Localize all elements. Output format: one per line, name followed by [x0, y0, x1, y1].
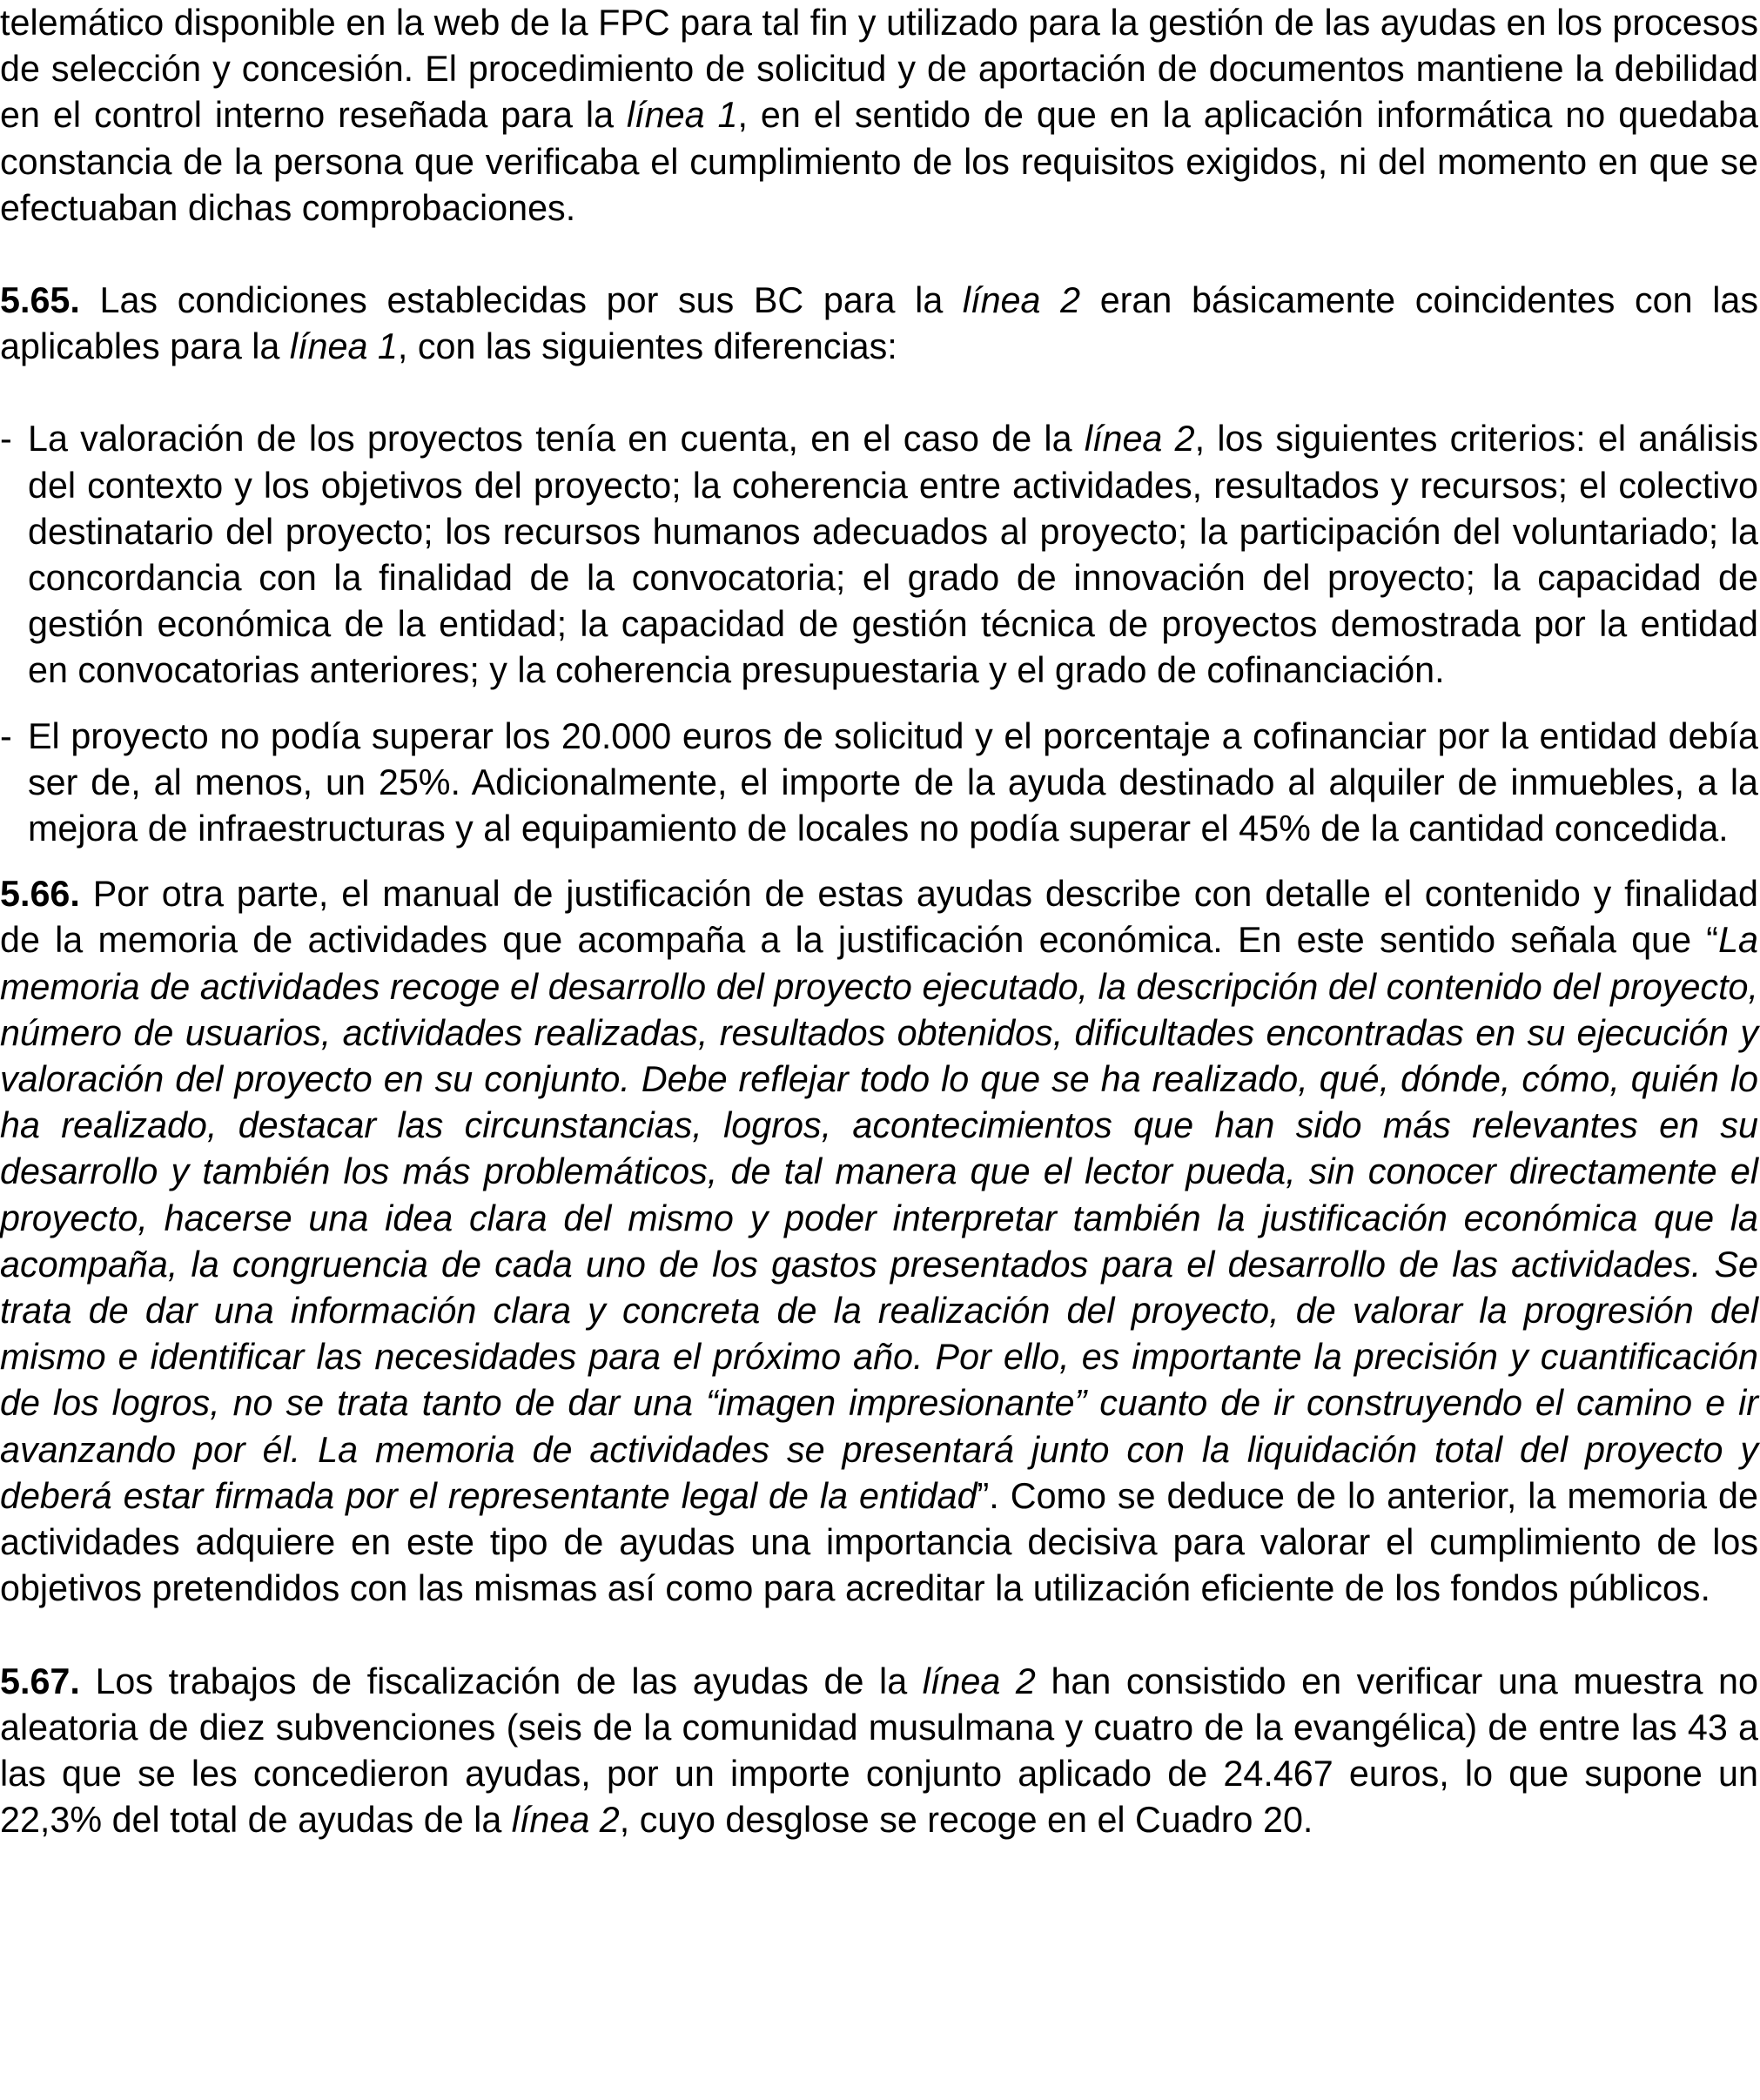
- text-run: ”. Como se deduce de lo anterior, la memoria de actividades adquiere en este tipo de ayudas una importancia decisiva para valorar el cumplimiento de los objetivos pretendidos con las mismas así como para acreditar la utilización eficiente de los fondos públicos.: [0, 1475, 1758, 1609]
- spacer: [0, 231, 1760, 278]
- text-run: , en el sentido de que en la aplicación informática no quedaba constancia de la persona que verificaba el cumplimiento de los requisitos exigidos, ni del momento en que se efectuaban dichas comprobaciones.: [0, 95, 1758, 228]
- italic-term: línea 1: [627, 95, 738, 136]
- italic-term: línea 2: [922, 1661, 1036, 1701]
- bullet-text: El proyecto no podía superar los 20.000 euros de solicitud y el porcentaje a cofinanciar por la entidad debía ser de, al menos, un 25%. Adicionalmente, el importe de la ayuda destinado al alquiler de inmuebles, a la mejora de infraestructuras y al equipamiento de locales no podía superar el 45% de la cantidad concedida.: [28, 715, 1758, 849]
- spacer: [0, 694, 1760, 714]
- bullet-item-limits: [0, 714, 1760, 853]
- text-run: han consistido en verificar una muestra no aleatoria de diez subvenciones (seis de la comunidad musulmana y cuatro de la evangélica) de entre las 43 a las que se les concedieron ayudas, por un importe conjunto aplicado de 24.467 euros, lo que supone un 22,3% del total de ayudas de la: [0, 1661, 1758, 1841]
- text-run: telemático disponible en la web de la FPC para tal fin y utilizado para la gestión de las ayudas en los procesos de selección y concesión. El procedimiento de solicitud y de aportación de documentos mantiene la debilidad en el control interno reseñada para la: [0, 3, 1758, 136]
- text-run: , con las siguientes diferencias:: [397, 326, 897, 367]
- text-run: Por otra parte, el manual de justificación de estas ayudas describe con detalle el contenido y finalidad de la memoria de actividades que acompaña a la justificación económica. En este sentido señala que “: [0, 874, 1758, 961]
- paragraph-5-66: [0, 871, 1758, 1612]
- bullet-dash: -: [0, 715, 12, 756]
- text-run: Los trabajos de fiscalización de las ayudas de la: [79, 1661, 923, 1701]
- spacer: [0, 370, 1760, 416]
- italic-term: línea 2: [1084, 419, 1195, 460]
- paragraph-number: 5.67.: [0, 1661, 80, 1701]
- italic-term: línea 2: [511, 1800, 620, 1841]
- paragraph-continuation: [0, 0, 1758, 231]
- spacer: [0, 852, 1760, 871]
- paragraph-5-65: [0, 278, 1758, 370]
- italic-term: línea 1: [289, 326, 398, 367]
- paragraph-number: 5.66.: [0, 874, 80, 915]
- text-run: La valoración de los proyectos tenía en cuenta, en el caso de la: [28, 419, 1085, 460]
- text-run: Las condiciones establecidas por sus BC para la: [79, 280, 963, 321]
- text-run: eran básicamente coincidentes con las aplicables para la: [0, 280, 1758, 367]
- italic-quote: La memoria de actividades recoge el desarrollo del proyecto ejecutado, la descripción del contenido del proyecto, número de usuarios, actividades realizadas, resultados obtenidos, dificultades encontradas en su ejecución y valoración del proyecto en su conjunto. Debe reflejar todo lo que se ha realizado, qué, dónde, cómo, quién lo ha realizado, destacar las circunstancias, logros, acontecimientos que han sido más relevantes en su desarrollo y también los más problemáticos, de tal manera que el lector pueda, sin conocer directamente el proyecto, hacerse una idea clara del mismo y poder interpretar también la justificación económica que la acompaña, la congruencia de cada uno de los gastos presentados para el desarrollo de las actividades. Se trata de dar una información clara y concreta de la realización del proyecto, de valorar la progresión del mismo e identificar las necesidades para el próximo año. Por ello, es importante la precisión y cuantificación de los logros, no se trata tanto de dar una “imagen impresionante” cuanto de ir construyendo el camino e ir avanzando por él. La memoria de actividades se presentará junto con la liquidación total del proyecto y deberá estar firmada por el representante legal de la entidad: [0, 920, 1758, 1516]
- bullet-dash: -: [0, 419, 12, 460]
- italic-term: línea 2: [962, 280, 1081, 321]
- paragraph-number: 5.65.: [0, 280, 80, 321]
- spacer: [0, 1613, 1760, 1659]
- text-run: , cuyo desglose se recoge en el Cuadro 20.: [619, 1800, 1313, 1841]
- bullet-text: [28, 416, 1758, 694]
- text-run: , los siguientes criterios: el análisis del contexto y los objetivos del proyecto; la coherencia entre actividades, resultados y recursos; el colectivo destinatario del proyecto; los recursos humanos adecuados al proyecto; la participación del voluntariado; la concordancia con la finalidad de la convocatoria; el grado de innovación del proyecto; la capacidad de gestión económica de la entidad; la capacidad de gestión técnica de proyectos demostrada por la entidad en convocatorias anteriores; y la coherencia presupuestaria y el grado de cofinanciación.: [28, 419, 1758, 691]
- paragraph-5-67: [0, 1659, 1758, 1844]
- bullet-item-criteria: [0, 416, 1760, 694]
